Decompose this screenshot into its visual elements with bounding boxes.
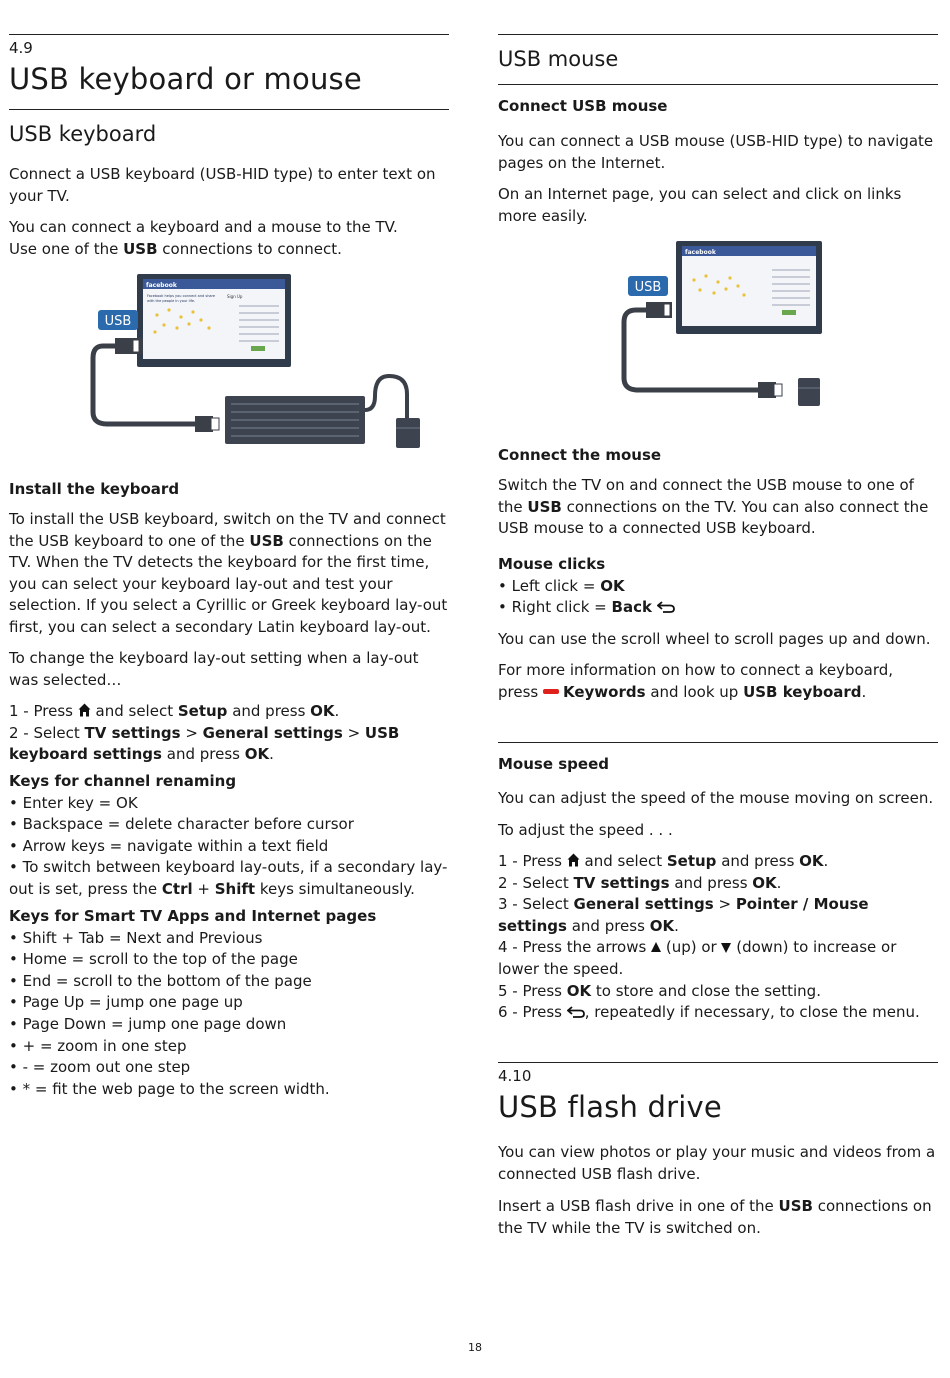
signup-button-graphic [251,346,265,351]
channel-renaming-block [9,771,449,901]
step-4: 4 - Press the arrows (up) or (down) to increase or lower the speed. [498,938,897,978]
back-icon [657,601,675,613]
install-paragraph-2: To change the keyboard lay-out setting when a lay-out was selected… [9,649,419,689]
list-item: • End = scroll to the bottom of the page [9,971,312,990]
list-item: • Home = scroll to the top of the page [9,950,298,969]
facebook-signup: Sign Up [227,294,243,299]
connect-the-mouse-paragraph: Switch the TV on and connect the USB mouse to one of the USB connections on the TV. You can also connect the USB mouse to a connected USB keyboard. [498,476,929,538]
install-paragraph-1: To install the USB keyboard, switch on the TV and connect the USB keyboard to one of the USB connections on the TV. When the TV detects the keyboard for the first time, you can select your keyboard lay-out and test your selection. If you select a Cyrillic or Greek keyboard lay-out first, you can select a secondary Latin keyboard lay-out. [9,510,448,636]
top-rule [9,34,449,35]
more-info-paragraph: For more information on how to connect a keyboard, press Keywords and look up USB keyboard. [498,661,894,701]
list-item: • Page Down = jump one page down [9,1014,287,1033]
list-item: • Arrow keys = navigate within a text field [9,836,329,855]
connect-the-mouse-heading: Connect the mouse [498,446,662,464]
smart-tv-keys-block [9,906,449,1100]
mouse-speed-heading: Mouse speed [498,755,609,773]
install-steps [9,701,449,766]
install-keyboard-heading: Install the keyboard [9,480,180,498]
step-3: 3 - Select General settings > Pointer / Mouse settings and press OK. [498,895,869,935]
page-number: 18 [468,1341,482,1354]
top-rule [498,34,938,35]
usb-label: USB [634,280,662,295]
intro-paragraph-2: You can connect a keyboard and a mouse to the TV. Use one of the USB connections to connect. [9,218,398,258]
mouse-clicks-block [498,554,938,619]
mouse-usb-plug-icon [758,382,776,398]
step-2: 2 - Select TV settings and press OK. [498,873,782,892]
list-item: • Backspace = delete character before cursor [9,815,354,834]
mouse-connection-illustration [498,238,938,413]
flash-paragraph-1: You can view photos or play your music and videos from a connected USB flash drive. [498,1143,936,1183]
page-title: USB keyboard or mouse [9,62,362,96]
mouse-icon [396,418,420,448]
facebook-headline-2: with the people in your life. [147,299,196,303]
list-item: • + = zoom in one step [9,1036,187,1055]
connect-usb-mouse-heading: Connect USB mouse [498,97,668,115]
flash-section-number: 4.10 [498,1067,532,1085]
channel-renaming-heading: Keys for channel renaming [9,772,237,790]
home-icon [78,703,91,717]
home-icon [567,853,580,867]
signup-button-graphic [782,310,796,315]
mouse-clicks-heading: Mouse clicks [498,555,606,573]
arrow-down-icon [721,943,731,953]
step-1: 1 - Press and select Setup and press OK. [498,852,829,870]
list-item: • Enter key = OK [9,793,138,812]
mouse-icon [798,378,820,406]
list-item: • * = fit the web page to the screen width. [9,1079,330,1098]
facebook-brand: facebook [685,249,716,256]
list-item: • Shift + Tab = Next and Previous [9,928,263,947]
list-item: • Right click = Back [498,597,938,619]
usb-mouse-title: USB mouse [498,47,619,71]
facebook-brand: facebook [146,282,177,289]
list-item: • To switch between keyboard lay-outs, if a secondary lay-out is set, press the Ctrl + Shift keys simultaneously. [9,858,448,898]
step-5: 5 - Press OK to store and close the setting. [498,981,821,1000]
arrow-up-icon [651,942,661,952]
mouse-speed-paragraph-2: To adjust the speed . . . [498,821,673,839]
mouse-title-rule [498,84,938,85]
scroll-paragraph: You can use the scroll wheel to scroll pages up and down. [498,630,931,648]
usb-label: USB [104,314,132,329]
connect-paragraph-1: You can connect a USB mouse (USB-HID type) to navigate pages on the Internet. [498,132,934,172]
subtitle-usb-keyboard: USB keyboard [9,122,157,146]
mouse-cable [365,376,407,420]
flash-drive-title: USB flash drive [498,1090,722,1124]
mouse-speed-paragraph-1: You can adjust the speed of the mouse moving on screen. [498,789,934,807]
step-2: 2 - Select TV settings > General settings > USB keyboard settings and press OK. [9,723,400,764]
list-item: • Left click = OK [498,576,625,595]
list-item: • Page Up = jump one page up [9,993,243,1012]
intro-paragraph-1: Connect a USB keyboard (USB-HID type) to enter text on your TV. [9,165,436,205]
flash-drive-rule [498,1062,938,1063]
connect-paragraph-2: On an Internet page, you can select and click on links more easily. [498,185,902,225]
step-1: 1 - Press and select Setup and press OK. [9,702,340,720]
red-key-icon [543,689,559,694]
list-item: • - = zoom out one step [9,1058,191,1077]
keyboard-connection-illustration [9,270,449,455]
keyboard-usb-plug-icon [195,416,213,432]
mouse-speed-rule [498,742,938,743]
smart-tv-keys-heading: Keys for Smart TV Apps and Internet pages [9,907,377,925]
step-6: 6 - Press , repeatedly if necessary, to close the menu. [498,1003,920,1022]
flash-paragraph-2: Insert a USB flash drive in one of the USB connections on the TV while the TV is switched on. [498,1197,932,1237]
title-rule [9,109,449,110]
back-icon [567,1006,585,1018]
facebook-headline-1: Facebook helps you connect and share [147,294,216,298]
mouse-speed-steps [498,851,938,1024]
section-number: 4.9 [9,39,33,57]
